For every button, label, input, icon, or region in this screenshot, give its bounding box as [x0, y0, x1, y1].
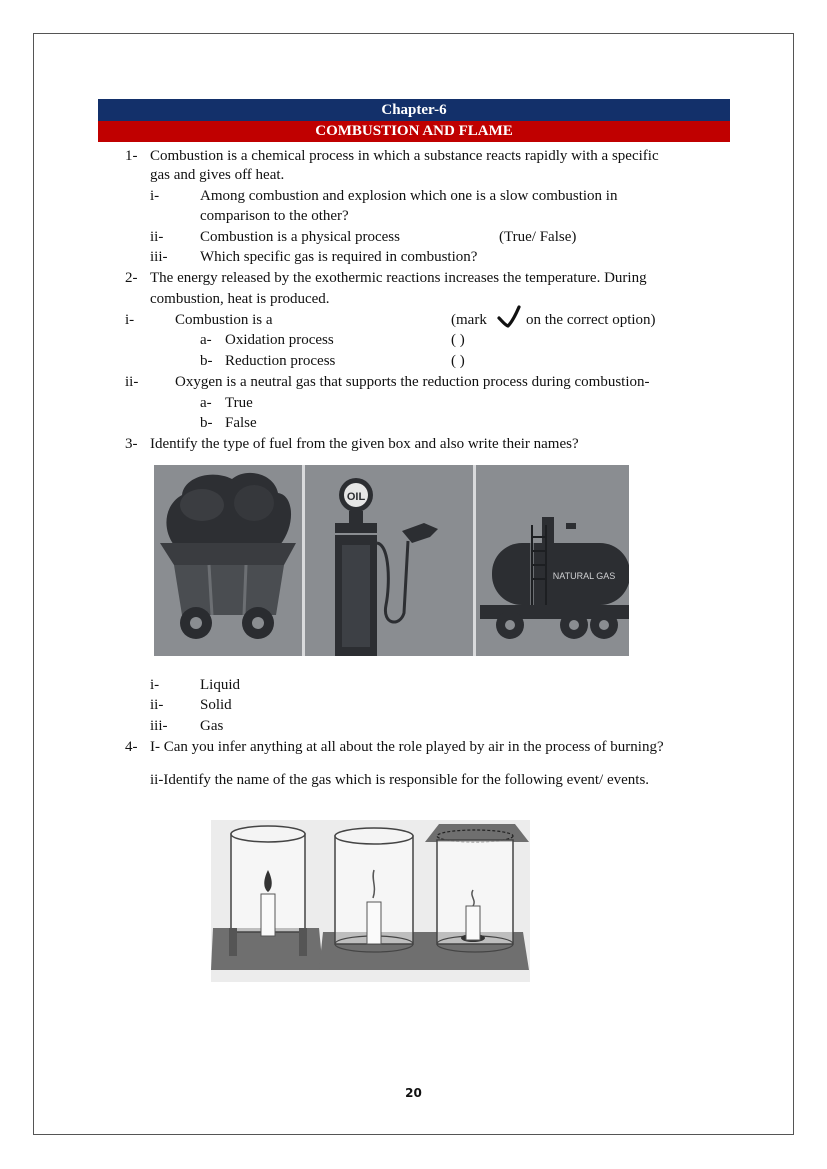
q2-ii-text: Oxygen is a neutral gas that supports the reduction process during combustion-	[175, 374, 650, 390]
q2-i-number: i-	[125, 312, 135, 328]
q3-option-1-number: i-	[150, 677, 160, 693]
q3-number: 3-	[125, 436, 138, 452]
q2-ii-option-a-label: a-	[200, 395, 212, 411]
q1-ii-true-false: (True/ False)	[499, 229, 577, 245]
q1-iii-text: Which specific gas is required in combustion?	[200, 249, 478, 265]
q2-ii-number: ii-	[125, 374, 139, 390]
q4-part1: I- Can you infer anything at all about the role played by air in the process of burning?	[150, 739, 664, 755]
q2-i-text: Combustion is a	[175, 312, 273, 328]
q1-i-number: i-	[150, 188, 160, 204]
candle-illustration	[211, 820, 530, 982]
topic-band	[98, 121, 730, 142]
chapter-title: Chapter-6	[381, 102, 447, 118]
q2-ii-option-a-text: True	[225, 395, 253, 411]
pump-sign-label: OIL	[346, 491, 366, 503]
fuel-illustration	[154, 465, 629, 656]
q2-ii-option-b-label: b-	[200, 415, 213, 431]
q1-ii-text: Combustion is a physical process	[200, 229, 400, 245]
page-number: 20	[405, 1086, 422, 1100]
q2-option-a-box: ( )	[451, 332, 465, 348]
candle-jar-3	[425, 824, 529, 970]
q4-part2: ii-Identify the name of the gas which is responsible for the following event/ events.	[150, 772, 650, 788]
q3-option-3-number: iii-	[150, 718, 168, 734]
q2-option-b-label: b-	[200, 353, 213, 369]
q3-option-2-number: ii-	[150, 697, 164, 713]
q2-mark-open: (mark	[451, 312, 487, 328]
q3-option-3-text: Gas	[200, 718, 224, 734]
q2-option-b-box: ( )	[451, 353, 465, 369]
topic-title: COMBUSTION AND FLAME	[315, 123, 513, 139]
q1-i-line2: comparison to the other?	[200, 208, 349, 224]
q3-text: Identify the type of fuel from the given box and also write their names?	[150, 436, 579, 452]
q3-option-2-text: Solid	[200, 697, 232, 713]
checkmark-icon	[496, 304, 524, 330]
q2-number: 2-	[125, 270, 138, 286]
q1-iii-number: iii-	[150, 249, 168, 265]
q2-mark-close: on the correct option)	[526, 312, 656, 328]
q2-line2: combustion, heat is produced.	[150, 291, 330, 307]
q1-line1: Combustion is a chemical process in which a substance reacts rapidly with a specific	[150, 148, 659, 164]
q2-ii-option-b-text: False	[225, 415, 257, 431]
q2-option-b-text: Reduction process	[225, 353, 336, 369]
chapter-band	[98, 99, 730, 121]
q2-option-a-text: Oxidation process	[225, 332, 334, 348]
q2-line1: The energy released by the exothermic reactions increases the temperature. During	[150, 270, 647, 286]
q4-number: 4-	[125, 739, 138, 755]
q2-option-a-label: a-	[200, 332, 212, 348]
candle-experiment-image	[211, 820, 530, 982]
q3-option-1-text: Liquid	[200, 677, 240, 693]
q1-line2: gas and gives off heat.	[150, 167, 285, 183]
q1-i-line1: Among combustion and explosion which one is a slow combustion in	[200, 188, 618, 204]
q1-ii-number: ii-	[150, 229, 164, 245]
tanker-label: NATURAL GAS	[552, 571, 616, 581]
fuel-types-image	[154, 465, 629, 656]
q1-number: 1-	[125, 148, 138, 164]
